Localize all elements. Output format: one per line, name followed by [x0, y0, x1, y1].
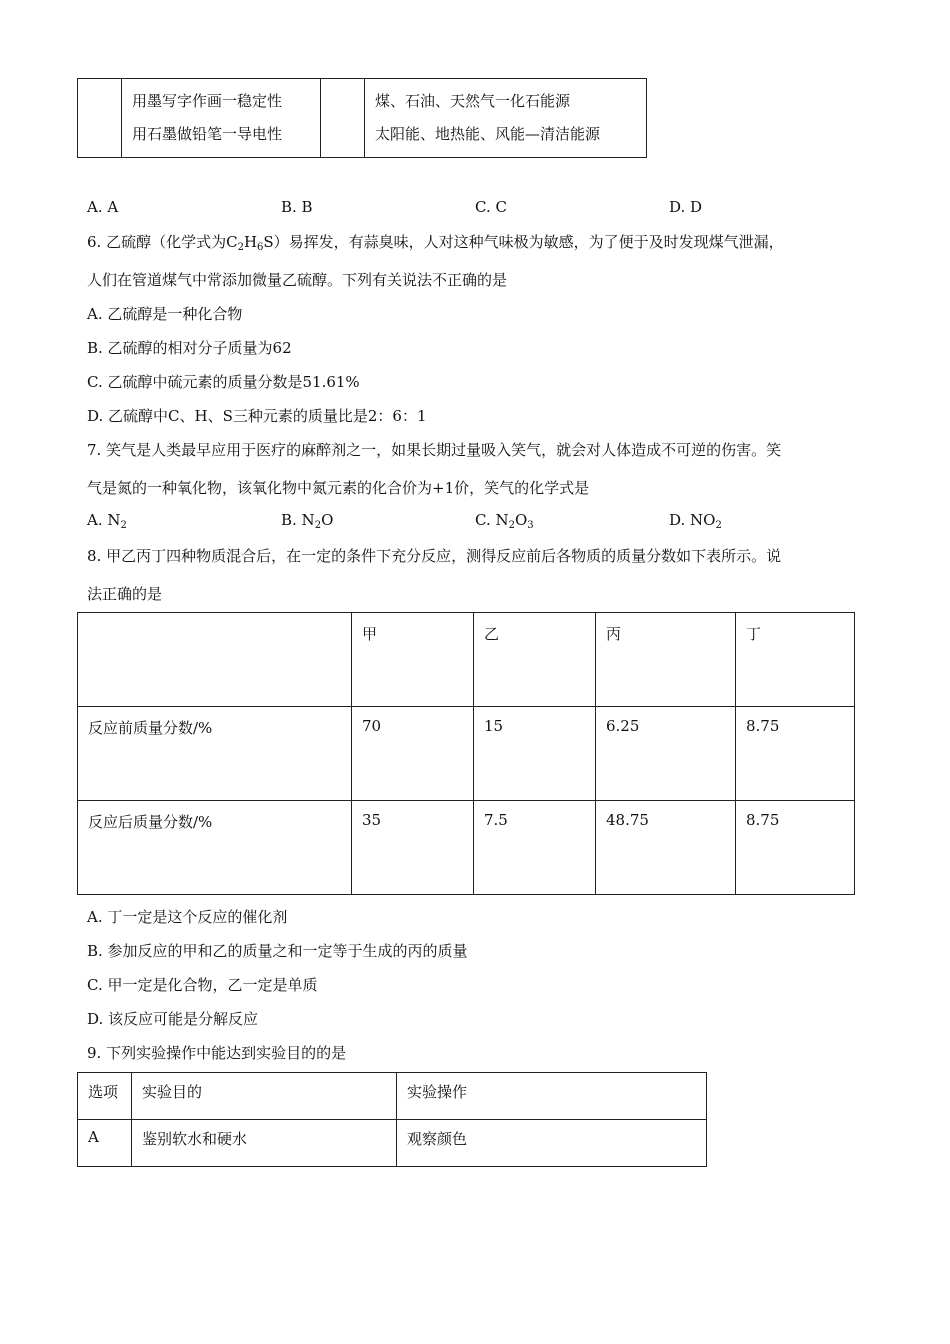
q5-option-d: D. D [669, 198, 703, 216]
q8-table [77, 612, 855, 895]
table-header-cell: 乙 [474, 613, 596, 707]
q8-option-c: C. 甲一定是化合物，乙一定是单质 [87, 976, 318, 994]
q6-stem-line2: 人们在管道煤气中常添加微量乙硫醇。下列有关说法不正确的是 [87, 271, 508, 289]
table-cell: 70 [352, 707, 474, 801]
q8-option-a: A. 丁一定是这个反应的催化剂 [87, 908, 288, 926]
q6-stem-line1: 6. 乙硫醇（化学式为$C_2H_6S$）易挥发，有蒜臭味，人对这种气味极为敏感，为了便于及时发现煤气泄漏， [87, 233, 784, 253]
table-cell: 6.25 [596, 707, 736, 801]
table-cell: A [78, 1120, 132, 1167]
table-row [78, 1073, 707, 1120]
table-header-cell [78, 613, 352, 707]
table-cell: 15 [474, 707, 596, 801]
q7-option-b: B. $N_2O$ [281, 511, 334, 531]
table-cell: 7.5 [474, 801, 596, 895]
q8-stem-line1: 8. 甲乙丙丁四种物质混合后，在一定的条件下充分反应，测得反应前后各物质的质量分数如下表所示。说 [87, 547, 782, 565]
q8-option-d: D. 该反应可能是分解反应 [87, 1010, 259, 1028]
table-row [78, 801, 855, 895]
q5-option-b: B. B [281, 198, 313, 216]
q7-option-d: D. $NO_2$ [669, 511, 722, 531]
q6-option-a: A. 乙硫醇是一种化合物 [87, 305, 243, 323]
table-header-cell: 实验目的 [132, 1073, 397, 1120]
table-cell: 48.75 [596, 801, 736, 895]
q9-stem: 9. 下列实验操作中能达到实验目的的是 [87, 1044, 347, 1062]
table-cell: 8.75 [736, 801, 855, 895]
table-cell: 反应后质量分数/% [78, 801, 352, 895]
top-table-cell-2 [122, 79, 321, 158]
q9-table [77, 1072, 707, 1167]
table-row [78, 1120, 707, 1167]
table-cell: 35 [352, 801, 474, 895]
q7-stem-line1: 7. 笑气是人类最早应用于医疗的麻醉剂之一，如果长期过量吸入笑气，就会对人体造成不可逆的伤害。笑 [87, 441, 782, 459]
table-header-cell: 丙 [596, 613, 736, 707]
q8-stem-line2: 法正确的是 [87, 585, 163, 603]
table-header-cell: 选项 [78, 1073, 132, 1120]
top-table [77, 78, 647, 158]
top-table-line: 用石墨做铅笔一导电性 [132, 125, 283, 143]
q7-stem-line2: 气是氮的一种氧化物，该氧化物中氮元素的化合价为+1价，笑气的化学式是 [87, 479, 590, 497]
table-cell: 鉴别软水和硬水 [132, 1120, 397, 1167]
q6-option-d: D. 乙硫醇中C、H、S三种元素的质量比是2：6：1 [87, 407, 427, 425]
q7-option-c: C. $N_2O_3$ [475, 511, 534, 531]
top-table-line: 用墨写字作画一稳定性 [132, 92, 283, 110]
q5-option-c: C. C [475, 198, 507, 216]
table-row [78, 707, 855, 801]
q7-option-a: A. $N_2$ [87, 511, 127, 531]
top-table-line: 煤、石油、天然气一化石能源 [375, 92, 571, 110]
q6-option-c: C. 乙硫醇中硫元素的质量分数是51.61% [87, 373, 360, 391]
table-header-cell: 丁 [736, 613, 855, 707]
table-header-cell: 甲 [352, 613, 474, 707]
top-table-cell-3 [321, 79, 365, 158]
top-table-cell-1 [78, 79, 122, 158]
table-header-cell: 实验操作 [397, 1073, 707, 1120]
q6-option-b: B. 乙硫醇的相对分子质量为62 [87, 339, 292, 357]
table-cell: 8.75 [736, 707, 855, 801]
table-cell: 观察颜色 [397, 1120, 707, 1167]
top-table-line: 太阳能、地热能、风能—清洁能源 [375, 125, 601, 143]
top-table-cell-4 [365, 79, 647, 158]
table-row [78, 613, 855, 707]
q8-option-b: B. 参加反应的甲和乙的质量之和一定等于生成的丙的质量 [87, 942, 468, 960]
table-cell: 反应前质量分数/% [78, 707, 352, 801]
q5-option-a: A. A [87, 198, 119, 216]
